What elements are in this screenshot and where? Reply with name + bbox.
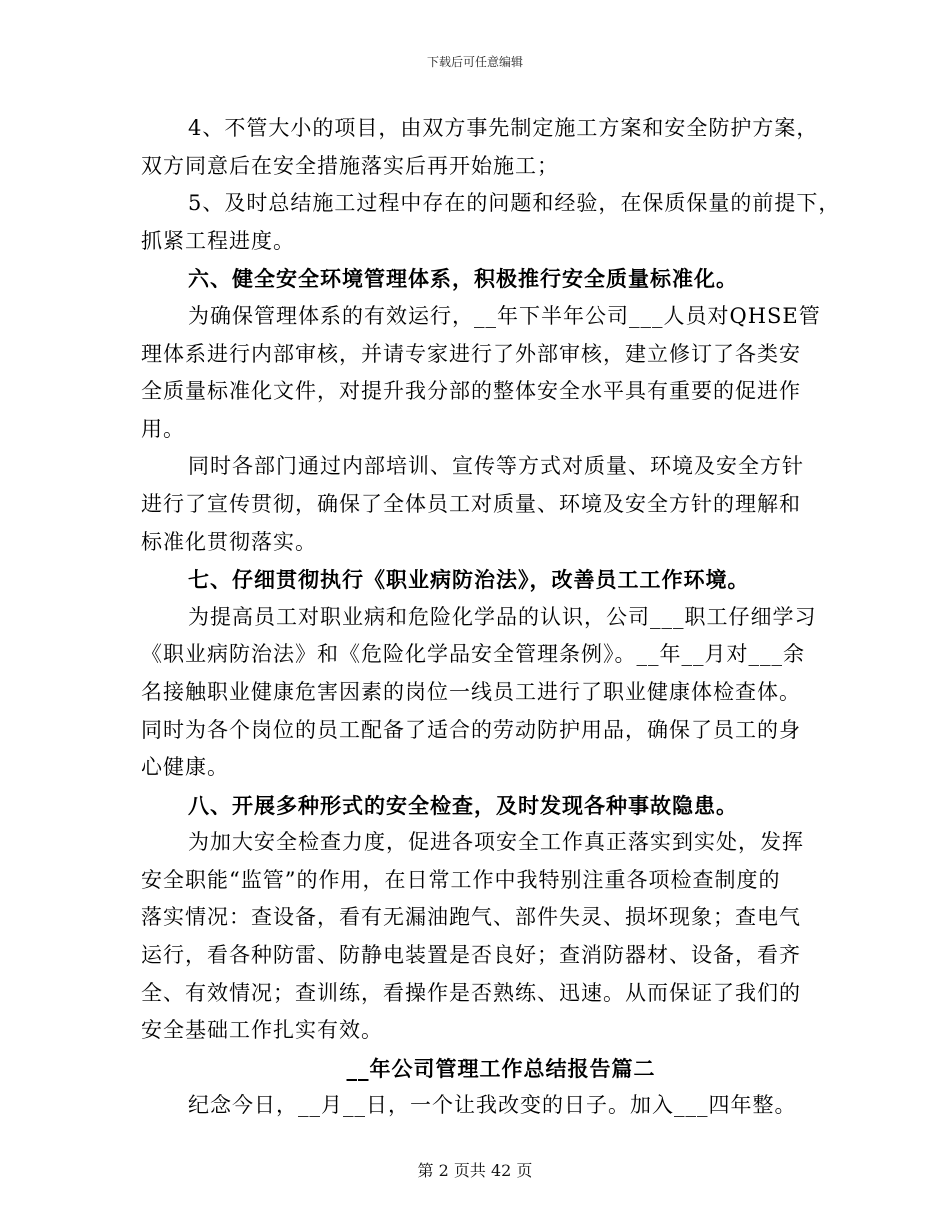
paragraph-line: 运行，看各种防雷、防静电装置是否良好；查消防器材、设备，看齐 <box>141 943 801 968</box>
paragraph-line: 为加大安全检查力度，促进各项安全工作真正落实到实处，发挥 <box>188 830 804 855</box>
paragraph-line: 进行了宣传贯彻，确保了全体员工对质量、环境及安全方针的理解和 <box>141 491 801 516</box>
section-heading: 六、健全安全环境管理体系，积极推行安全质量标准化。 <box>188 266 738 292</box>
paragraph-line: 《职业病防治法》和《危险化学品安全管理条例》。__年__月对___余 <box>141 642 805 667</box>
paragraph-line: 全、有效情况；查训练，看操作是否熟练、迅速。从而保证了我们的 <box>141 980 801 1005</box>
paragraph-line: 理体系进行内部审核，并请专家进行了外部审核，建立修订了各类安 <box>141 341 801 366</box>
paragraph-line: 安全职能“监管”的作用，在日常工作中我特别注重各项检查制度的 <box>141 867 781 892</box>
paragraph-line: 同时各部门通过内部培训、宣传等方式对质量、环境及安全方针 <box>188 454 804 479</box>
paragraph-line: 为确保管理体系的有效运行，__年下半年公司___人员对QHSE管 <box>188 303 821 328</box>
paragraph-line: 全质量标准化文件，对提升我分部的整体安全水平具有重要的促进作 <box>141 379 801 404</box>
paragraph-line: 安全基础工作扎实有效。 <box>141 1018 383 1043</box>
article-title: __年公司管理工作总结报告篇二 <box>346 1055 656 1081</box>
paragraph-line: 名接触职业健康危害因素的岗位一线员工进行了职业健康体检查体。 <box>141 679 801 704</box>
paragraph-line: 抓紧工程进度。 <box>141 228 295 253</box>
paragraph-line: 双方同意后在安全措施落实后再开始施工； <box>141 153 559 178</box>
paragraph-line: 用。 <box>141 416 185 441</box>
section-heading: 七、仔细贯彻执行《职业病防治法》，改善员工工作环境。 <box>188 567 750 593</box>
section-heading: 八、开展多种形式的安全检查，及时发现各种事故隐患。 <box>188 792 738 818</box>
document-body <box>141 110 841 1125</box>
paragraph-line: 纪念今日，__月__日，一个让我改变的日子。加入___四年整。 <box>188 1093 797 1118</box>
paragraph-line: 5、及时总结施工过程中存在的问题和经验，在保质保量的前提下， <box>188 191 841 216</box>
paragraph-line: 为提高员工对职业病和危险化学品的认识，公司___职工仔细学习 <box>188 604 817 629</box>
paragraph-line: 落实情况：查设备，看有无漏油跑气、部件失灵、损坏现象；查电气 <box>141 905 801 930</box>
paragraph-line: 心健康。 <box>141 755 229 780</box>
paragraph-line: 4、不管大小的项目，由双方事先制定施工方案和安全防护方案， <box>188 116 819 140</box>
paragraph-line: 同时为各个岗位的员工配备了适合的劳动防护用品，确保了员工的身 <box>141 717 801 742</box>
paragraph-line: 标准化贯彻落实。 <box>141 529 317 554</box>
page-header: 下载后可任意编辑 <box>426 55 523 69</box>
page-number: 第 2 页共 42 页 <box>417 1161 533 1180</box>
